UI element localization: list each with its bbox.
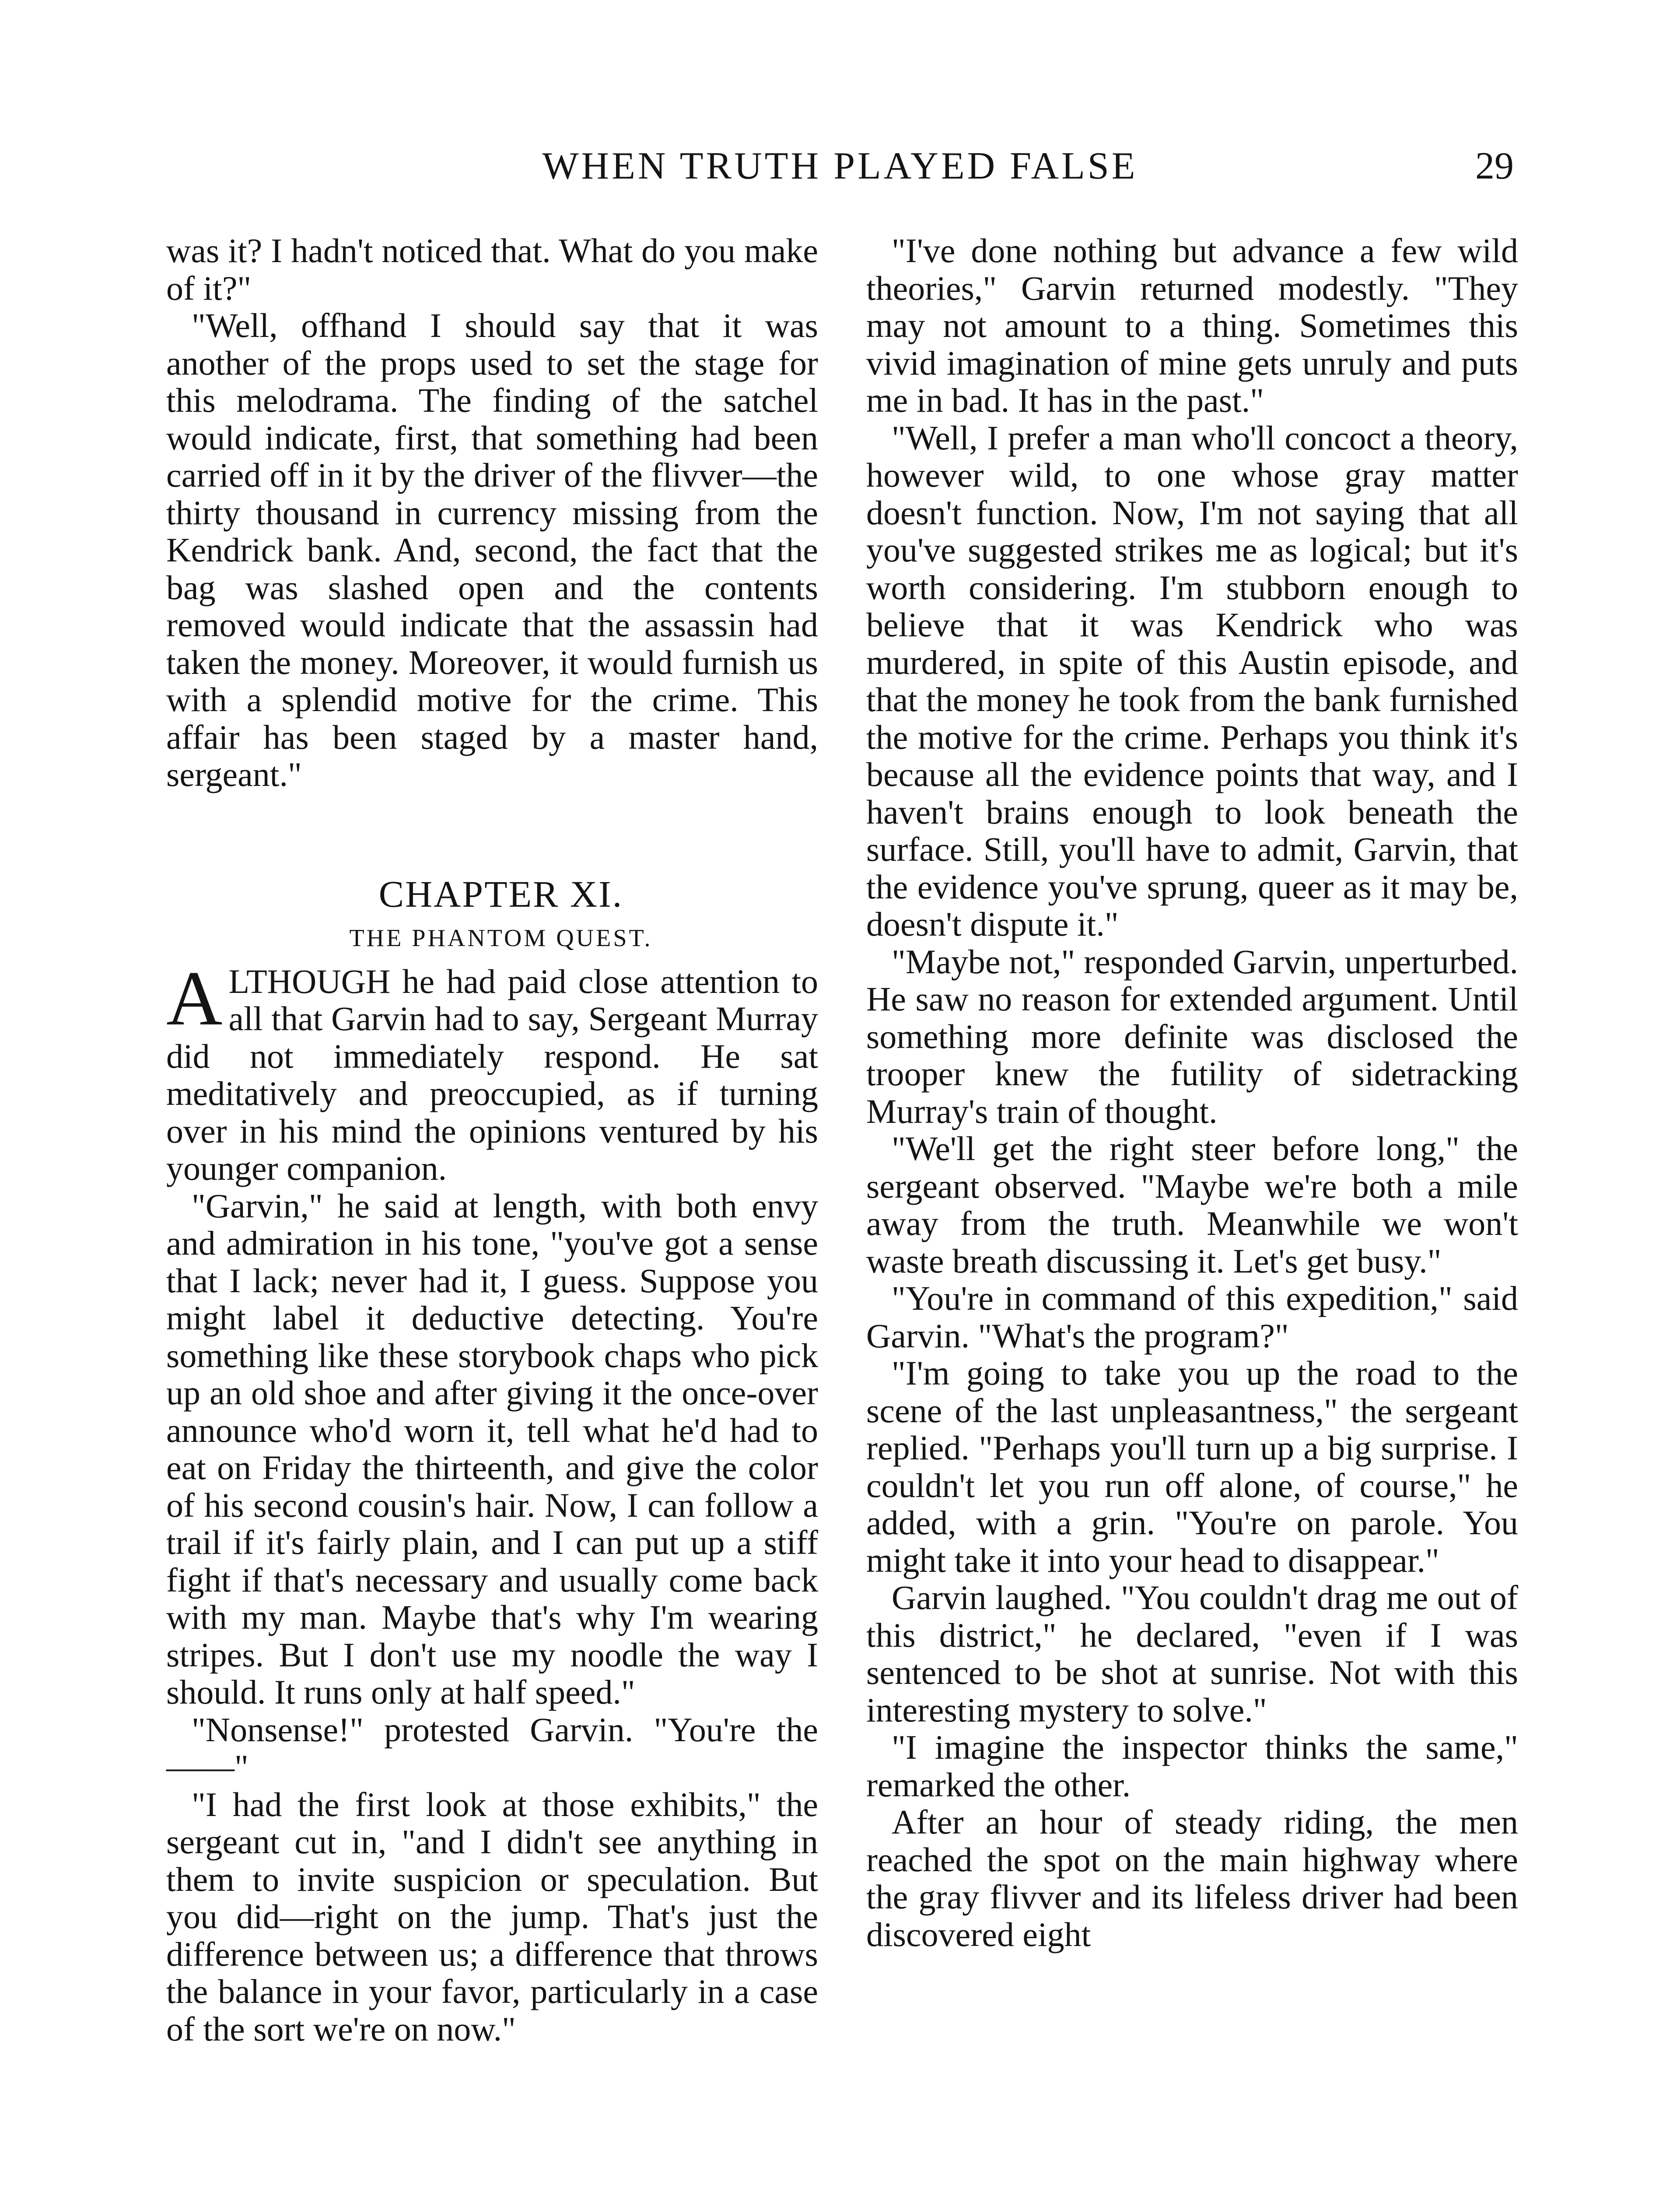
chapter-heading: CHAPTER XI. <box>378 873 623 915</box>
chapter-opening-paragraph <box>166 954 818 1187</box>
paragraph: "We'll get the right steer before long," the sergeant observed. "Maybe we're both a mile away from the truth. Meanwhile we won't waste breath discussing it. Let's get busy." <box>866 1129 1518 1280</box>
paragraph: "Maybe not," responded Garvin, unperturbed. He saw no reason for extended argument. Until something more definite was disclosed the trooper knew the futility of sidetracking Murray's train of thought. <box>866 942 1518 1130</box>
running-title: WHEN TRUTH PLAYED FALSE <box>542 145 1138 187</box>
drop-cap: A <box>166 954 223 1041</box>
chapter-opening-text: LTHOUGH he had paid close attention to all that Garvin had to say, Sergeant Murray did not immediately respond. He sat meditatively and preoccupied, as if turning over in his mind the opinions ventured by his younger companion. <box>166 962 818 1187</box>
chapter-subtitle: THE PHANTOM QUEST. <box>349 924 653 952</box>
paragraph: "Nonsense!" protested Garvin. "You're the——" <box>166 1710 818 1786</box>
paragraph: "Well, I prefer a man who'll concoct a theory, however wild, to one whose gray matter doesn't function. Now, I'm not saying that all you've suggested strikes me as logical; but it's worth considering. I'm stubborn enough to believe that it was Kendrick who was murdered, in spite of this Austin episode, and that the money he took from the bank furnished the motive for the crime. Perhaps you think it's because all the evidence points that way, and I haven't brains enough to look beneath the surface. Still, you'll have to admit, Garvin, that the evidence you've sprung, queer as it may be, doesn't dispute it." <box>866 418 1518 943</box>
running-head <box>166 140 1514 193</box>
paragraph: Garvin laughed. "You couldn't drag me out of this district," he declared, "even if I was sentenced to be shot at sunrise. Not with this interesting mystery to solve." <box>866 1578 1518 1729</box>
paragraph: "Well, offhand I should say that it was another of the props used to set the stage for this melodrama. The finding of the satchel would indicate, first, that something had been carried off in it by the driver of the flivver—the thirty thousand in currency missing from the Kendrick bank. And, second, the fact that the bag was slashed open and the contents removed would indicate that the assassin had taken the money. Moreover, it would furnish us with a splendid motive for the crime. This affair has been staged by a master hand, sergeant." <box>166 306 818 793</box>
paragraph: "I imagine the inspector thinks the same," remarked the other. <box>866 1728 1518 1804</box>
paragraph: "I had the first look at those exhibits," the sergeant cut in, "and I didn't see anything in them to invite suspicion or speculation. But you did—right on the jump. That's just the difference between us; a difference that throws the balance in your favor, particularly in a case of the sort we're on now." <box>166 1785 818 2048</box>
page-number: 29 <box>1475 145 1514 187</box>
paragraph: "Garvin," he said at length, with both envy and admiration in his tone, "you've got a sense that I lack; never had it, I guess. Suppose you might label it deductive detecting. You're something like these storybook chaps who pick up an old shoe and after giving it the once-over announce who'd worn it, tell what he'd had to eat on Friday the thirteenth, and give the color of his second cousin's hair. Now, I can follow a trail if it's fairly plain, and I can put up a stiff fight if that's necessary and usually come back with my man. Maybe that's why I'm wearing stripes. But I don't use my noodle the way I should. It runs only at half speed." <box>166 1186 818 1711</box>
paragraph: "I'm going to take you up the road to the scene of the last unpleasantness," the sergeant replied. "Perhaps you'll turn up a big surprise. I couldn't let you run off alone, of course," he added, with a grin. "You're on parole. You might take it into your head to disappear." <box>866 1354 1518 1579</box>
paragraph: was it? I hadn't noticed that. What do you make of it?" <box>166 231 818 307</box>
right-column <box>866 232 1518 1953</box>
paragraph: "I've done nothing but advance a few wild theories," Garvin returned modestly. "They may not amount to a thing. Sometimes this vivid imagination of mine gets unruly and puts me in bad. It has in the past." <box>866 231 1518 419</box>
paragraph: "You're in command of this expedition," said Garvin. "What's the program?" <box>866 1279 1518 1355</box>
paragraph: After an hour of steady riding, the men reached the spot on the main highway where the gray flivver and its lifeless driver had been discovered eight <box>866 1803 1518 1953</box>
left-column <box>166 232 818 2048</box>
